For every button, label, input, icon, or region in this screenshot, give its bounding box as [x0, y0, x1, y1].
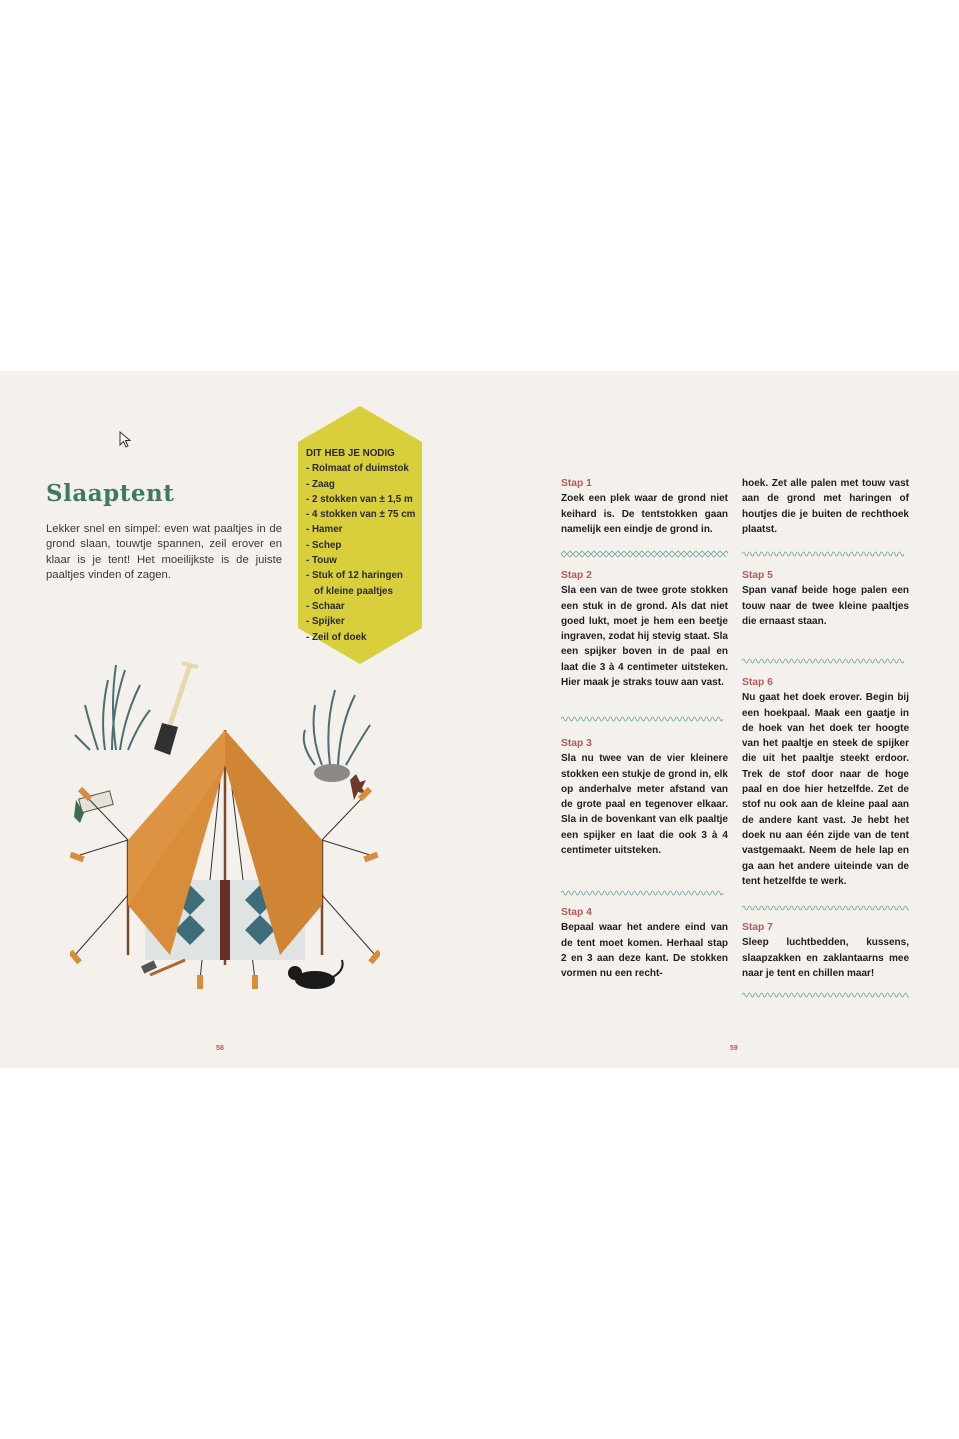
- needs-item: - Hamer: [306, 524, 343, 536]
- needs-item: of kleine paaltjes: [314, 585, 393, 597]
- cat-icon: [288, 960, 343, 989]
- shovel-icon: [154, 663, 198, 755]
- step-text: Sla nu twee van de vier kleinere stokken een stukje de grond in, elk op anderhalve meter afstand van de grote paal en tegenover elkaar. Sla in de bovenkant van elk paaltje een spijker en laat die ook 3 à 4 centimeter uitsteken.: [561, 753, 728, 857]
- tent-illustration: [70, 655, 380, 1000]
- step-label: Stap 6: [742, 677, 773, 688]
- needs-item: - Zeil of doek: [306, 631, 367, 643]
- step-3: [561, 736, 728, 858]
- needs-item: - Rolmaat of duimstok: [306, 463, 409, 475]
- step-text: Zoek een plek waar de grond niet keihard is. De tentstokken gaan namelijk een eindje de grond in.: [561, 493, 728, 535]
- step-text: Sla een van de twee grote stokken een stuk in de grond. Als dat niet goed lukt, moet je hem een beetje ingraven, zodat hij stevig staat. Sla een spijker boven in de paal en laat die 3 à 4 centimeter uitsteken. Hier maak je straks touw aan vast.: [561, 585, 728, 689]
- needs-item: - 4 stokken van ± 75 cm: [306, 509, 416, 521]
- step-label: Stap 2: [561, 570, 592, 581]
- zigzag-divider: [742, 657, 909, 665]
- step-1: [561, 476, 728, 537]
- step-label: Stap 4: [561, 907, 592, 918]
- step-label: Stap 3: [561, 738, 592, 749]
- page-title: Slaaptent: [46, 480, 175, 507]
- needs-item: - Spijker: [306, 616, 345, 628]
- step-text: hoek. Zet alle palen met touw vast aan de grond met haringen of houtjes die je buiten de rechthoek plaatst.: [742, 478, 909, 535]
- step-7: [742, 920, 909, 981]
- zigzag-divider: [561, 715, 728, 723]
- step-4-continued: [742, 476, 909, 537]
- needs-item: - Schep: [306, 539, 342, 551]
- step-label: Stap 5: [742, 570, 773, 581]
- grass-left-icon: [75, 665, 150, 750]
- rock-icon: [314, 764, 350, 782]
- needs-item: - Touw: [306, 555, 337, 567]
- needs-list: [306, 446, 426, 645]
- needs-heading: DIT HEB JE NODIG: [306, 448, 395, 459]
- step-2: [561, 568, 728, 690]
- needs-item: - Schaar: [306, 600, 345, 612]
- needs-item: - Zaag: [306, 478, 335, 490]
- needs-item: - Stuk of 12 haringen: [306, 570, 403, 582]
- zigzag-divider: [561, 889, 728, 897]
- page-number-right: 59: [730, 1045, 738, 1052]
- zigzag-divider: [742, 991, 909, 999]
- step-label: Stap 7: [742, 922, 773, 933]
- step-text: Bepaal waar het andere eind van de tent moet komen. Herhaal stap 2 en 3 aan deze kant. De stokken vormen nu een recht-: [561, 922, 728, 980]
- intro-text: Lekker snel en simpel: even wat paaltjes in de grond slaan, touwtje spannen, zeil erover en klaar is je tent! Het moeilijkste is de juiste paaltjes vinden of zagen.: [46, 523, 282, 581]
- hammer-icon: [141, 960, 185, 975]
- mouse-cursor-icon: [119, 431, 133, 449]
- page-number-left: 58: [216, 1045, 224, 1052]
- zigzag-divider: [561, 550, 728, 558]
- zigzag-divider: [742, 550, 909, 558]
- step-6: [742, 675, 909, 889]
- step-text: Sleep luchtbedden, kussens, slaapzakken en zaklantaarns mee naar je tent en chillen maar!: [742, 937, 909, 979]
- step-text: Nu gaat het doek erover. Begin bij een hoekpaal. Maak een gaatje in de hoek van het doek ter hoogte van het paaltje en steek de spijker die uit het paaltje steekt erdoor. Trek de stof door naar de hoge paal en doe hier hetzelfde. Zet de stof nu ook aan de kleine paal aan de andere kant vast. Je hebt het doek nu aan één zijde van de tent vastgemaakt. Neem de hele lap en ga aan het andere uiteinde van de tent hetzelfde te werk.: [742, 692, 909, 887]
- needs-item: - 2 stokken van ± 1,5 m: [306, 493, 413, 505]
- grass-right-icon: [304, 690, 370, 765]
- step-text: Span vanaf beide hoge palen een touw naar de twee kleine paaltjes die ernaast staan.: [742, 585, 909, 627]
- step-5: [742, 568, 909, 629]
- zigzag-divider: [742, 904, 909, 912]
- step-label: Stap 1: [561, 478, 592, 489]
- step-4: [561, 905, 728, 981]
